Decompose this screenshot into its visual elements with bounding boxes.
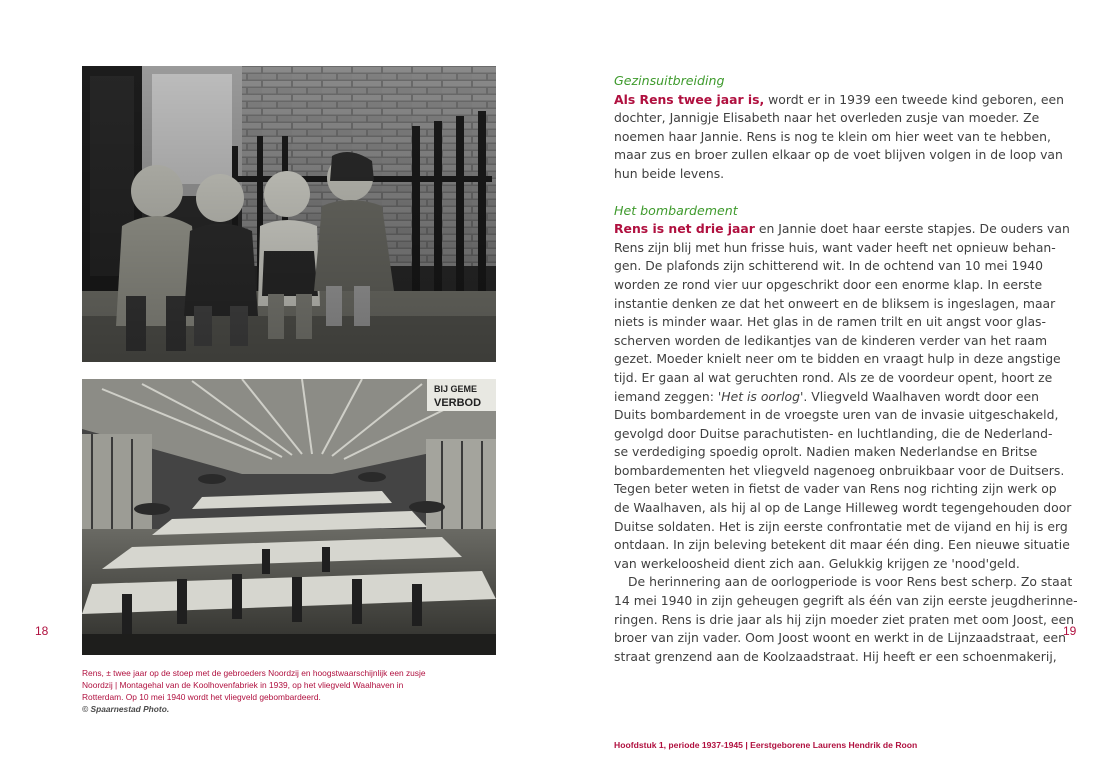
text-line: . Vliegveld Waalhaven wordt door een (803, 388, 1039, 404)
body-text-column (614, 72, 1078, 666)
caption-line: Rens, ± twee jaar op de stoep met de gebroeders Noordzij en hoogstwaarschijnlijk een zusje (82, 668, 426, 678)
sign-text-line2: VERBOD (434, 397, 482, 409)
paragraph-herinnering (614, 573, 1078, 666)
text-line: gezet. Moeder knielt neer om te bidden en vraagt hulp in deze angstige (614, 351, 1061, 367)
text-line: niets is minder waar. Het glas in de ramen trilt en uit angst voor glas- (614, 314, 1046, 330)
text-line: ringen. Rens is drie jaar als hij zijn moeder ziet praten met oom Joost, een (614, 611, 1075, 627)
quote-text: 'Het is oorlog' (717, 388, 804, 404)
running-footer: Hoofdstuk 1, periode 1937-1945 | Eerstgeborene Laurens Hendrik de Roon (614, 740, 918, 750)
sign-text-line1: BIJ GEME (434, 384, 478, 394)
text-line: worden ze rond vier uur opgeschrikt door een enorme klap. In eerste (614, 276, 1043, 292)
text-line: iemand zeggen: (614, 388, 718, 404)
paragraph-gezinsuitbreiding (614, 91, 1064, 184)
text-line: maar zus en broer zullen elkaar op de voet blijven volgen in de loop van (614, 147, 1063, 163)
section-heading-bombardement: Het bombardement (614, 202, 738, 218)
text-line: straat grenzend aan de Koolzaadstraat. Hij heeft er een schoenmakerij, (614, 648, 1057, 664)
lead-in: Als Rens twee jaar is, (614, 91, 765, 107)
photo-caption (82, 667, 502, 715)
text-line: 14 mei 1940 in zijn geheugen gegrift als één van zijn eerste jeugdherinne- (614, 593, 1078, 609)
text-line: De herinnering aan de oorlogperiode is voor Rens best scherp. Zo staat (628, 574, 1073, 590)
text-line: ontdaan. In zijn beleving betekent dit maar één ding. Een nieuwe situatie (614, 537, 1070, 553)
photo-koolhoven-assembly-hall (82, 379, 496, 655)
text-line: se verdediging spoedig oprolt. Nadien maken Nederlandse en Britse (614, 444, 1038, 460)
text-line: instantie denken ze dat het onweert en de bliksem is ingeslagen, maar (614, 295, 1056, 311)
section-heading-gezinsuitbreiding: Gezinsuitbreiding (614, 73, 725, 88)
text-line: van werkeloosheid dient zich aan. Gelukkig krijgen ze 'nood'geld. (614, 555, 1020, 571)
text-line: wordt er in 1939 een tweede kind geboren, een (764, 91, 1064, 107)
text-line: Duitse soldaten. Het is zijn eerste confrontatie met de vijand en hij is erg (614, 518, 1068, 534)
caption-credit: © Spaarnestad Photo. (82, 704, 170, 714)
text-line: tijd. Er gaan al wat geruchten rond. Als ze de voordeur opent, hoort ze (614, 369, 1053, 385)
text-line: dochter, Jannigje Elisabeth naar het overleden zusje van moeder. Ze (614, 110, 1040, 126)
text-line: gen. De plafonds zijn schitterend wit. In de ochtend van 10 mei 1940 (614, 258, 1044, 274)
text-line: broer van zijn vader. Oom Joost woont en werkt in de Lijnzaadstraat, een (614, 630, 1066, 646)
caption-line: Rotterdam. Op 10 mei 1940 wordt het vliegveld gebombardeerd. (82, 692, 321, 702)
text-line: gevolgd door Duitse parachutisten- en luchtlanding, die de Nederland- (614, 425, 1053, 441)
photo-children-on-stoop (82, 66, 496, 362)
lead-in: Rens is net drie jaar (614, 221, 755, 237)
text-line: bombardementen het vliegveld nagenoeg onbruikbaar voor de Duitsers. (614, 462, 1065, 478)
text-line: de Waalhaven, als hij al op de Lange Hilleweg wordt tegengehouden door (614, 500, 1072, 516)
text-line: scherven worden de ledikantjes van de kinderen verder van het raam (614, 332, 1048, 348)
paragraph-bombardement (614, 220, 1072, 573)
page-number-right: 19 (1063, 624, 1077, 638)
text-line: Duits bombardement in de vroegste uren van de invasie uitgeschakeld, (614, 407, 1059, 423)
text-line: en Jannie doet haar eerste stapjes. De ouders van (754, 221, 1070, 237)
text-line: noemen haar Jannie. Rens is nog te klein om hier weet van te hebben, (614, 128, 1051, 144)
text-line: Rens zijn blij met hun frisse huis, want vader heeft net opnieuw behan- (614, 239, 1056, 255)
text-line: Tegen beter weten in fietst de vader van Rens nog richting zijn werk op (614, 481, 1057, 497)
page-number-left: 18 (35, 624, 49, 638)
caption-line: Noordzij | Montagehal van de Koolhovenfabriek in 1939, op het vliegveld Waalhaven in (82, 680, 404, 690)
text-line: hun beide levens. (614, 165, 725, 181)
